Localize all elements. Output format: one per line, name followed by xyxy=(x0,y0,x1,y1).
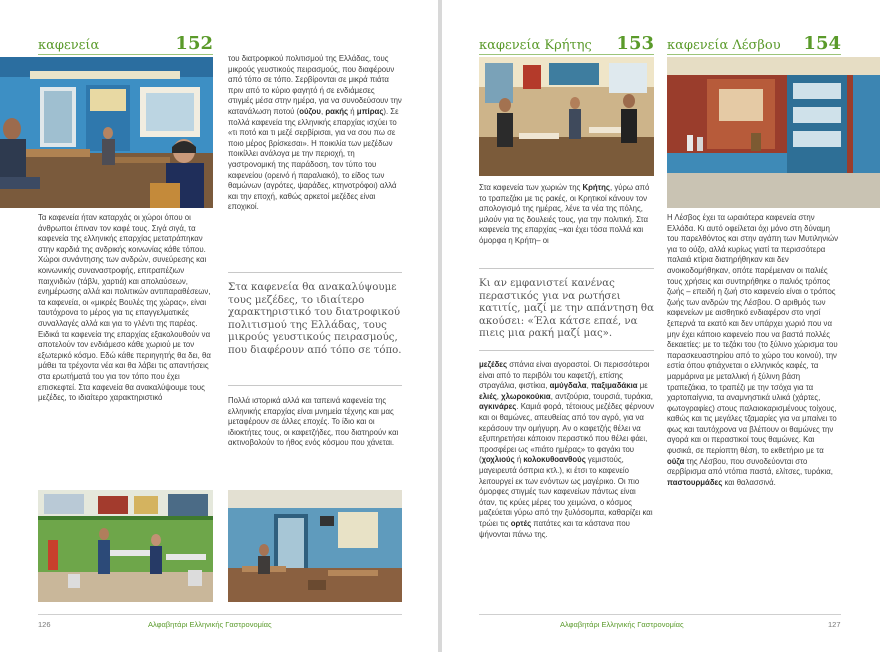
photo-kafeneio-interior-blue xyxy=(0,57,213,208)
term-agkinares: αγκινάρες xyxy=(479,402,517,412)
footer-rule xyxy=(479,614,841,615)
text-run: και θαλασσινά. xyxy=(722,477,776,487)
entry-number: 154 xyxy=(803,33,841,54)
page-number-right: 127 xyxy=(828,620,841,629)
text-run: , xyxy=(496,391,502,401)
term-raki: ρακής xyxy=(325,106,349,116)
text-run: , αντζούρια, τουρσιά, τυράκια, xyxy=(550,391,653,401)
photo-crete-kafeneio xyxy=(479,57,654,176)
text-run: της Λέσβου, που συνοδεύονται στο σερβίρισμα από ντόπια παστά, ελίτσες, τυράκια, xyxy=(667,456,833,477)
crete-mezedes-paragraph xyxy=(479,360,654,540)
section-title: καφενεία Λέσβου xyxy=(667,38,781,53)
lesvos-paragraph xyxy=(667,213,841,488)
text-run: ). Σε πολλά καφενεία της ελληνικής επαρχίας ισχύει το «τι ποτό και τι μεζέ σερβίρισαι, για να σου πω σε ποιο μέρος βρίσκεσαι». Η ποικιλία των μεζέδων ποικίλλει ανάλογα με την περιοχή, τη γαστρονομική της παράδοση, τον τύπο του καφενείου (ορεινό ή παραλιακό), το είδος των θαμώνων (αγρότες, ψαράδες, κτηνοτρόφοι) αλλά και την εποχή, καθώς αρκετοί μεζέδες είναι εποχικοί. xyxy=(228,106,399,212)
quote-top-rule xyxy=(479,268,654,269)
footer-rule xyxy=(38,614,402,615)
section-title: καφενεία Κρήτης xyxy=(479,38,592,53)
term-crete: Κρήτης xyxy=(582,183,610,192)
header-rule xyxy=(38,54,213,55)
term-pastourmades: παστουρμάδες xyxy=(667,477,723,487)
lesvos-header xyxy=(667,33,841,54)
body-text-col2-after xyxy=(228,396,402,449)
left-page-header xyxy=(38,33,213,54)
text-run: , γύρω από το τραπεζάκι με τις ρακές, οι Κρητικοί κάνουν τον απολογισμό της ημέρας, λένε τα νέα της πόλης, μιλούν για τις δουλειές τους, για την πολιτική. Στα καφενεία της επαρχίας –και έχει τόσα πολλά και όμορφα η Κρήτη– οι xyxy=(479,183,650,245)
left-page xyxy=(0,0,438,652)
text-run: σπάνια είναι αγοραστοί. Οι περισσότεροι είναι από το περιβόλι του καφετζή, επίσης στραγάλια, φιστίκια, xyxy=(479,360,650,391)
lesvos-text xyxy=(667,213,841,488)
term-paximadakia: παξιμαδάκια xyxy=(590,381,638,391)
photo-kafeneio-blue-room xyxy=(228,490,402,602)
quote-top-rule xyxy=(228,272,402,273)
footer-book-title: Αλφαβητάρι Ελληνικής Γαστρονομίας xyxy=(560,620,684,629)
header-rule xyxy=(667,54,841,55)
body-text-col2 xyxy=(228,54,402,213)
section-title: καφενεία xyxy=(38,38,100,53)
term-kolokythoanthous: κολοκυθοανθούς xyxy=(523,455,586,465)
body-text-col1 xyxy=(38,213,213,404)
text-run: Στα καφενεία των χωριών της xyxy=(479,183,583,192)
photo-kafeneio-green xyxy=(38,490,213,602)
header-rule xyxy=(479,54,654,55)
text-run: Η Λέσβος έχει τα ωραιότερα καφενεία στην Ελλάδα. Κι αυτό οφείλεται όχι μόνο στη δύναμη του παρελθόντος και στην αγάπη των Μυτιληνιών για το ούζο, αλλά κυρίως γιατί τα περισσότερα παλαιά κτίρια διατηρήθηκαν και δεν ανοικοδομήθηκαν, οπότε παρέμειναν οι παλιές τους χρήσεις και συντηρήθηκε ο παλιός τρόπος ζωής – επειδή η ζωή στο καφενείο είναι ο τρόπος ζωής των ανδρών της Λέσβου. Ο αριθμός των καφενείων με αισθητικό ενδιαφέρον στο νησί ξεπερνά τα εκατό και δεν υπάρχει χωριό που να μην έχει κάποιο καφενείο που να βαστά πολλές δεκαετίες: με το τεζάκι του (το ξύλινο χώρισμα του παρασκευαστηρίου από το χώρο του κοινού), την εστία όπου φτιάχνεται ο ελληνικός καφές, τα μαρμάρινα με μεταλλική ή ξύλινη βάση τραπεζάκια, το τραπέζι με την τσόχα για τα χαρτοπαίγνια, τα αναμνηστικά υλικά (χάρτες, φωτογραφίες) στους παλαιοκαρισμένους τοίχους, καθώς και τις μεγάλες τζαμαρίες για να μπαίνει το φως και ταυτόχρονα να βλέπουν οι θαμώνες την αγορά και οι περαστικοί τους θαμώνες. Και φυσικά, σε περίοπτη θέση, το εκθετήριο με τα xyxy=(667,213,838,456)
term-amygdala: αμύγδαλα xyxy=(549,381,587,391)
mezedes-paragraph xyxy=(228,54,402,213)
term-mezedes: μεζέδες xyxy=(479,360,508,369)
text-run: , xyxy=(586,381,591,391)
crete-text-mezedes xyxy=(479,360,654,540)
text-run: ή xyxy=(514,455,524,465)
text-run: πατάτες και τα κάστανα που ψήνονται πάνω της. xyxy=(479,518,630,539)
crete-header xyxy=(479,33,654,54)
pull-quote: Κι αν εμφανιστεί κανένας περαστικός για να ρωτήσει κατιτίς, μαζί με την απάντηση θα ακούσει: «Έλα κάτσε επαέ, να πιεις μια ρακή μαζί μας». xyxy=(479,278,654,340)
text-run: . Καμιά φορά, τέτοιους μεζέδες φέρνουν και οι θαμώνες, απευθείας από τον αγρό, για να κεράσουν την ομήγυρη. Αν ο καφετζής θέλει να εξυπηρετήσει κάποιον περαστικό που θέλει φάει, προσφέρει ως «πιάτο ημέρας» το φαγάκι του ( xyxy=(479,402,654,465)
text-run: , xyxy=(320,106,326,116)
entry-number: 152 xyxy=(175,33,213,54)
text-run: ή xyxy=(348,106,357,116)
term-chochlious: χοχλιούς xyxy=(481,455,515,465)
quote-bottom-rule xyxy=(228,385,402,386)
term-ouza: ούζα xyxy=(667,456,685,466)
text-run: με xyxy=(637,381,648,391)
term-chlorokoukia: χλωροκούκια xyxy=(501,391,551,401)
photo-lesvos-kafeneio xyxy=(667,57,880,208)
crete-text-intro xyxy=(479,183,654,247)
historic-kafeneia-paragraph: Πολλά ιστορικά αλλά και ταπεινά καφενεία της ελληνικής επαρχίας είναι μνημεία τέχνης και μας μεταφέρουν σε άλλες εποχές. Το ίδιο και οι ιδιοκτήτες τους, οι καφετζήδες, που διατηρούν και ακτινοβολούν το ήθος ενός κόσμου που χάνεται. xyxy=(228,396,399,448)
term-elies: ελιές xyxy=(479,391,497,401)
right-page xyxy=(442,0,880,652)
term-ortes: ορτές xyxy=(510,518,532,528)
term-ouzo: ούζου xyxy=(299,106,321,116)
text-run: γεμιστούς, μαγειρευτά όσπρια κτλ.), κι έτσι το καφενείο λειτουργεί εκ των ενόντων ως μαγέρικο. Οι πιο όμορφες στιγμές των καφενείων πάντως είναι όταν, τις κρύες μέρες του χειμώνα, ο κόσμος μαζεύεται γύρω από την ξυλόσομπα, καθαρίζει και τρώει τις xyxy=(479,455,653,528)
entry-number: 153 xyxy=(616,33,654,54)
quote-bottom-rule xyxy=(479,350,654,351)
intro-paragraph: Τα καφενεία ήταν καταρχάς οι χώροι όπου οι άνθρωποι έπιναν τον καφέ τους. Σιγά σιγά, τα καφενεία της ελληνικής επαρχίας μετατράπηκαν στην καρδιά της ανδρικής κοινωνίας κάθε τόπου. Χώροι συνάντησης των ανδρών, συνεύρεσης και κοινωνικής συναναστροφής, επιτραπέζιων παιχνιδιών (τάβλι, χαρτιά) και απολαύσεων, ενημέρωσης αλλά και πολιτικών αντιπαραθέσεων, τα καφενεία, οι «μικρές Βουλές της χώρας», είναι ταυτόχρονα το μέρος για τις επαγγελματικές συναλλαγές αλλά και για το γλέντι της παρέας. Ειδικά τα καφενεία της επαρχίας εξακολουθούν να αποτελούν τον ενδιάμεσο κάθε χωριού με τον εξωτερικό κόσμο. Εδώ κάθε περιηγητής θα δει, θα μάθει τα τρέχοντα νέα και θα λάβει τις απαντήσεις στα ερωτήματά του για τον τόπο που έχει επισκεφτεί. Στα καφενεία θα ανακαλύψουμε τους μεζέδες, το ιδιαίτερο χαρακτηριστικό xyxy=(38,213,211,403)
pull-quote: Στα καφενεία θα ανακαλύψουμε τους μεζέδες, το ιδιαίτερο χαρακτηριστικό του διατροφικού πολιτισμού της Ελλάδας, τους μικρούς γευστικούς πειρασμούς, που διαφέρουν από τόπο σε τόπο. xyxy=(228,282,402,356)
page-number-left: 126 xyxy=(38,620,51,629)
term-beer: μπίρας xyxy=(356,106,384,116)
crete-paragraph xyxy=(479,183,654,247)
text-run: του διατροφικού πολιτισμού της Ελλάδας, τους μικρούς γευστικούς πειρασμούς, που διαφέρουν από τόπο σε τόπο. Σερβίρονται σε μικρά πιάτα πριν από το κύριο φαγητό ή σε ενδιάμεσες στιγμές μέσα στην ημέρα, για να συνοδεύσουν την κατανάλωση ποτού ( xyxy=(228,54,402,116)
footer-book-title: Αλφαβητάρι Ελληνικής Γαστρονομίας xyxy=(148,620,272,629)
